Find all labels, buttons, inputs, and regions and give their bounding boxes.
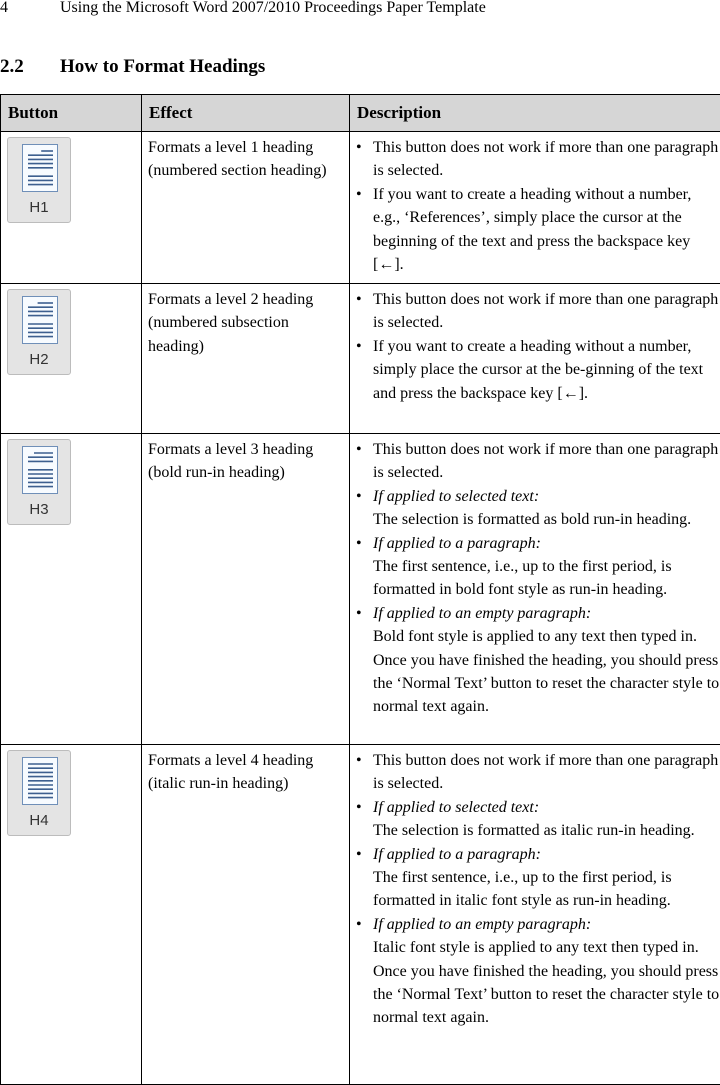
bullet-icon: • bbox=[356, 183, 362, 206]
bullet-icon: • bbox=[356, 335, 362, 358]
bullet-icon: • bbox=[356, 288, 362, 311]
heading-4-button[interactable] bbox=[7, 750, 71, 836]
condition-label: If applied to selected text: bbox=[373, 485, 720, 508]
list-item bbox=[350, 532, 720, 602]
document-lines-icon bbox=[22, 144, 58, 192]
description-text: This button does not work if more than one paragraph is selected. bbox=[373, 139, 718, 179]
table-header-row bbox=[1, 95, 720, 132]
button-cell bbox=[1, 745, 142, 1085]
heading-2-button[interactable] bbox=[7, 289, 71, 375]
effect-cell: Formats a level 1 heading (numbered section heading) bbox=[142, 132, 350, 284]
description-text: The selection is formatted as bold run-in heading. bbox=[373, 511, 691, 528]
document-lines-icon bbox=[22, 446, 58, 494]
table-row bbox=[1, 284, 720, 434]
table-row bbox=[1, 745, 720, 1085]
condition-label: If applied to selected text: bbox=[373, 796, 720, 819]
list-item bbox=[350, 913, 720, 1030]
button-cell bbox=[1, 132, 142, 284]
description-list bbox=[350, 136, 720, 276]
description-text: This button does not work if more than one paragraph is selected. bbox=[373, 752, 718, 792]
table-row bbox=[1, 132, 720, 284]
description-text: If you want to create a heading without a number, e.g., ‘References’, simply place the cursor at the beginning of the text and press the backspace key [←]. bbox=[373, 186, 691, 273]
bullet-icon: • bbox=[356, 796, 362, 819]
list-item bbox=[350, 843, 720, 913]
button-icon-label: H3 bbox=[8, 498, 70, 521]
list-item bbox=[350, 288, 720, 335]
description-text: This button does not work if more than one paragraph is selected. bbox=[373, 441, 718, 481]
bullet-icon: • bbox=[356, 602, 362, 625]
button-cell bbox=[1, 284, 142, 434]
list-item bbox=[350, 796, 720, 843]
list-item bbox=[350, 136, 720, 183]
condition-label: If applied to a paragraph: bbox=[373, 843, 720, 866]
description-list bbox=[350, 749, 720, 1030]
heading-3-button[interactable] bbox=[7, 439, 71, 525]
effect-cell: Formats a level 3 heading (bold run-in heading) bbox=[142, 434, 350, 745]
page-number: 4 bbox=[0, 0, 8, 17]
condition-label: If applied to an empty paragraph: bbox=[373, 602, 720, 625]
section-title: How to Format Headings bbox=[60, 56, 265, 78]
list-item bbox=[350, 438, 720, 485]
bullet-icon: • bbox=[356, 532, 362, 555]
list-item bbox=[350, 335, 720, 405]
button-icon-label: H1 bbox=[8, 196, 70, 219]
list-item bbox=[350, 485, 720, 532]
document-lines-icon bbox=[22, 296, 58, 344]
description-text: This button does not work if more than one paragraph is selected. bbox=[373, 291, 718, 331]
bullet-icon: • bbox=[356, 136, 362, 159]
description-text: The selection is formatted as italic run-in heading. bbox=[373, 822, 695, 839]
description-text: If you want to create a heading without a number, simply place the cursor at the be-ginning of the text and press the backspace key [←]. bbox=[373, 338, 703, 402]
condition-label: If applied to a paragraph: bbox=[373, 532, 720, 555]
button-icon-label: H2 bbox=[8, 348, 70, 371]
column-header-description: Description bbox=[350, 95, 720, 132]
condition-label: If applied to an empty paragraph: bbox=[373, 913, 720, 936]
running-header bbox=[0, 0, 720, 21]
description-text: Bold font style is applied to any text then typed in. Once you have finished the heading, you should press the ‘Normal Text’ button to reset the character style to normal text again. bbox=[373, 628, 719, 715]
bullet-icon: • bbox=[356, 913, 362, 936]
list-item bbox=[350, 602, 720, 719]
bullet-icon: • bbox=[356, 485, 362, 508]
description-text: Italic font style is applied to any text then typed in. Once you have finished the heading, you should press the ‘Normal Text’ button to reset the character style to normal text again. bbox=[373, 939, 719, 1026]
bullet-icon: • bbox=[356, 843, 362, 866]
description-cell bbox=[350, 434, 720, 745]
table-row bbox=[1, 434, 720, 745]
section-number: 2.2 bbox=[0, 56, 24, 78]
description-list bbox=[350, 288, 720, 405]
running-title: Using the Microsoft Word 2007/2010 Proceedings Paper Template bbox=[60, 0, 486, 17]
description-cell bbox=[350, 132, 720, 284]
headings-table bbox=[0, 94, 720, 1085]
button-icon-label: H4 bbox=[8, 809, 70, 832]
list-item bbox=[350, 183, 720, 277]
description-cell bbox=[350, 284, 720, 434]
bullet-icon: • bbox=[356, 749, 362, 772]
description-text: The first sentence, i.e., up to the first period, is formatted in italic font style as run-in heading. bbox=[373, 869, 672, 909]
column-header-effect: Effect bbox=[142, 95, 350, 132]
description-list bbox=[350, 438, 720, 719]
list-item bbox=[350, 749, 720, 796]
button-cell bbox=[1, 434, 142, 745]
description-cell bbox=[350, 745, 720, 1085]
document-lines-icon bbox=[22, 757, 58, 805]
effect-cell: Formats a level 2 heading (numbered subsection heading) bbox=[142, 284, 350, 434]
description-text: The first sentence, i.e., up to the first period, is formatted in bold font style as run-in heading. bbox=[373, 558, 672, 598]
bullet-icon: • bbox=[356, 438, 362, 461]
effect-cell: Formats a level 4 heading (italic run-in heading) bbox=[142, 745, 350, 1085]
column-header-button: Button bbox=[1, 95, 142, 132]
heading-1-button[interactable] bbox=[7, 137, 71, 223]
